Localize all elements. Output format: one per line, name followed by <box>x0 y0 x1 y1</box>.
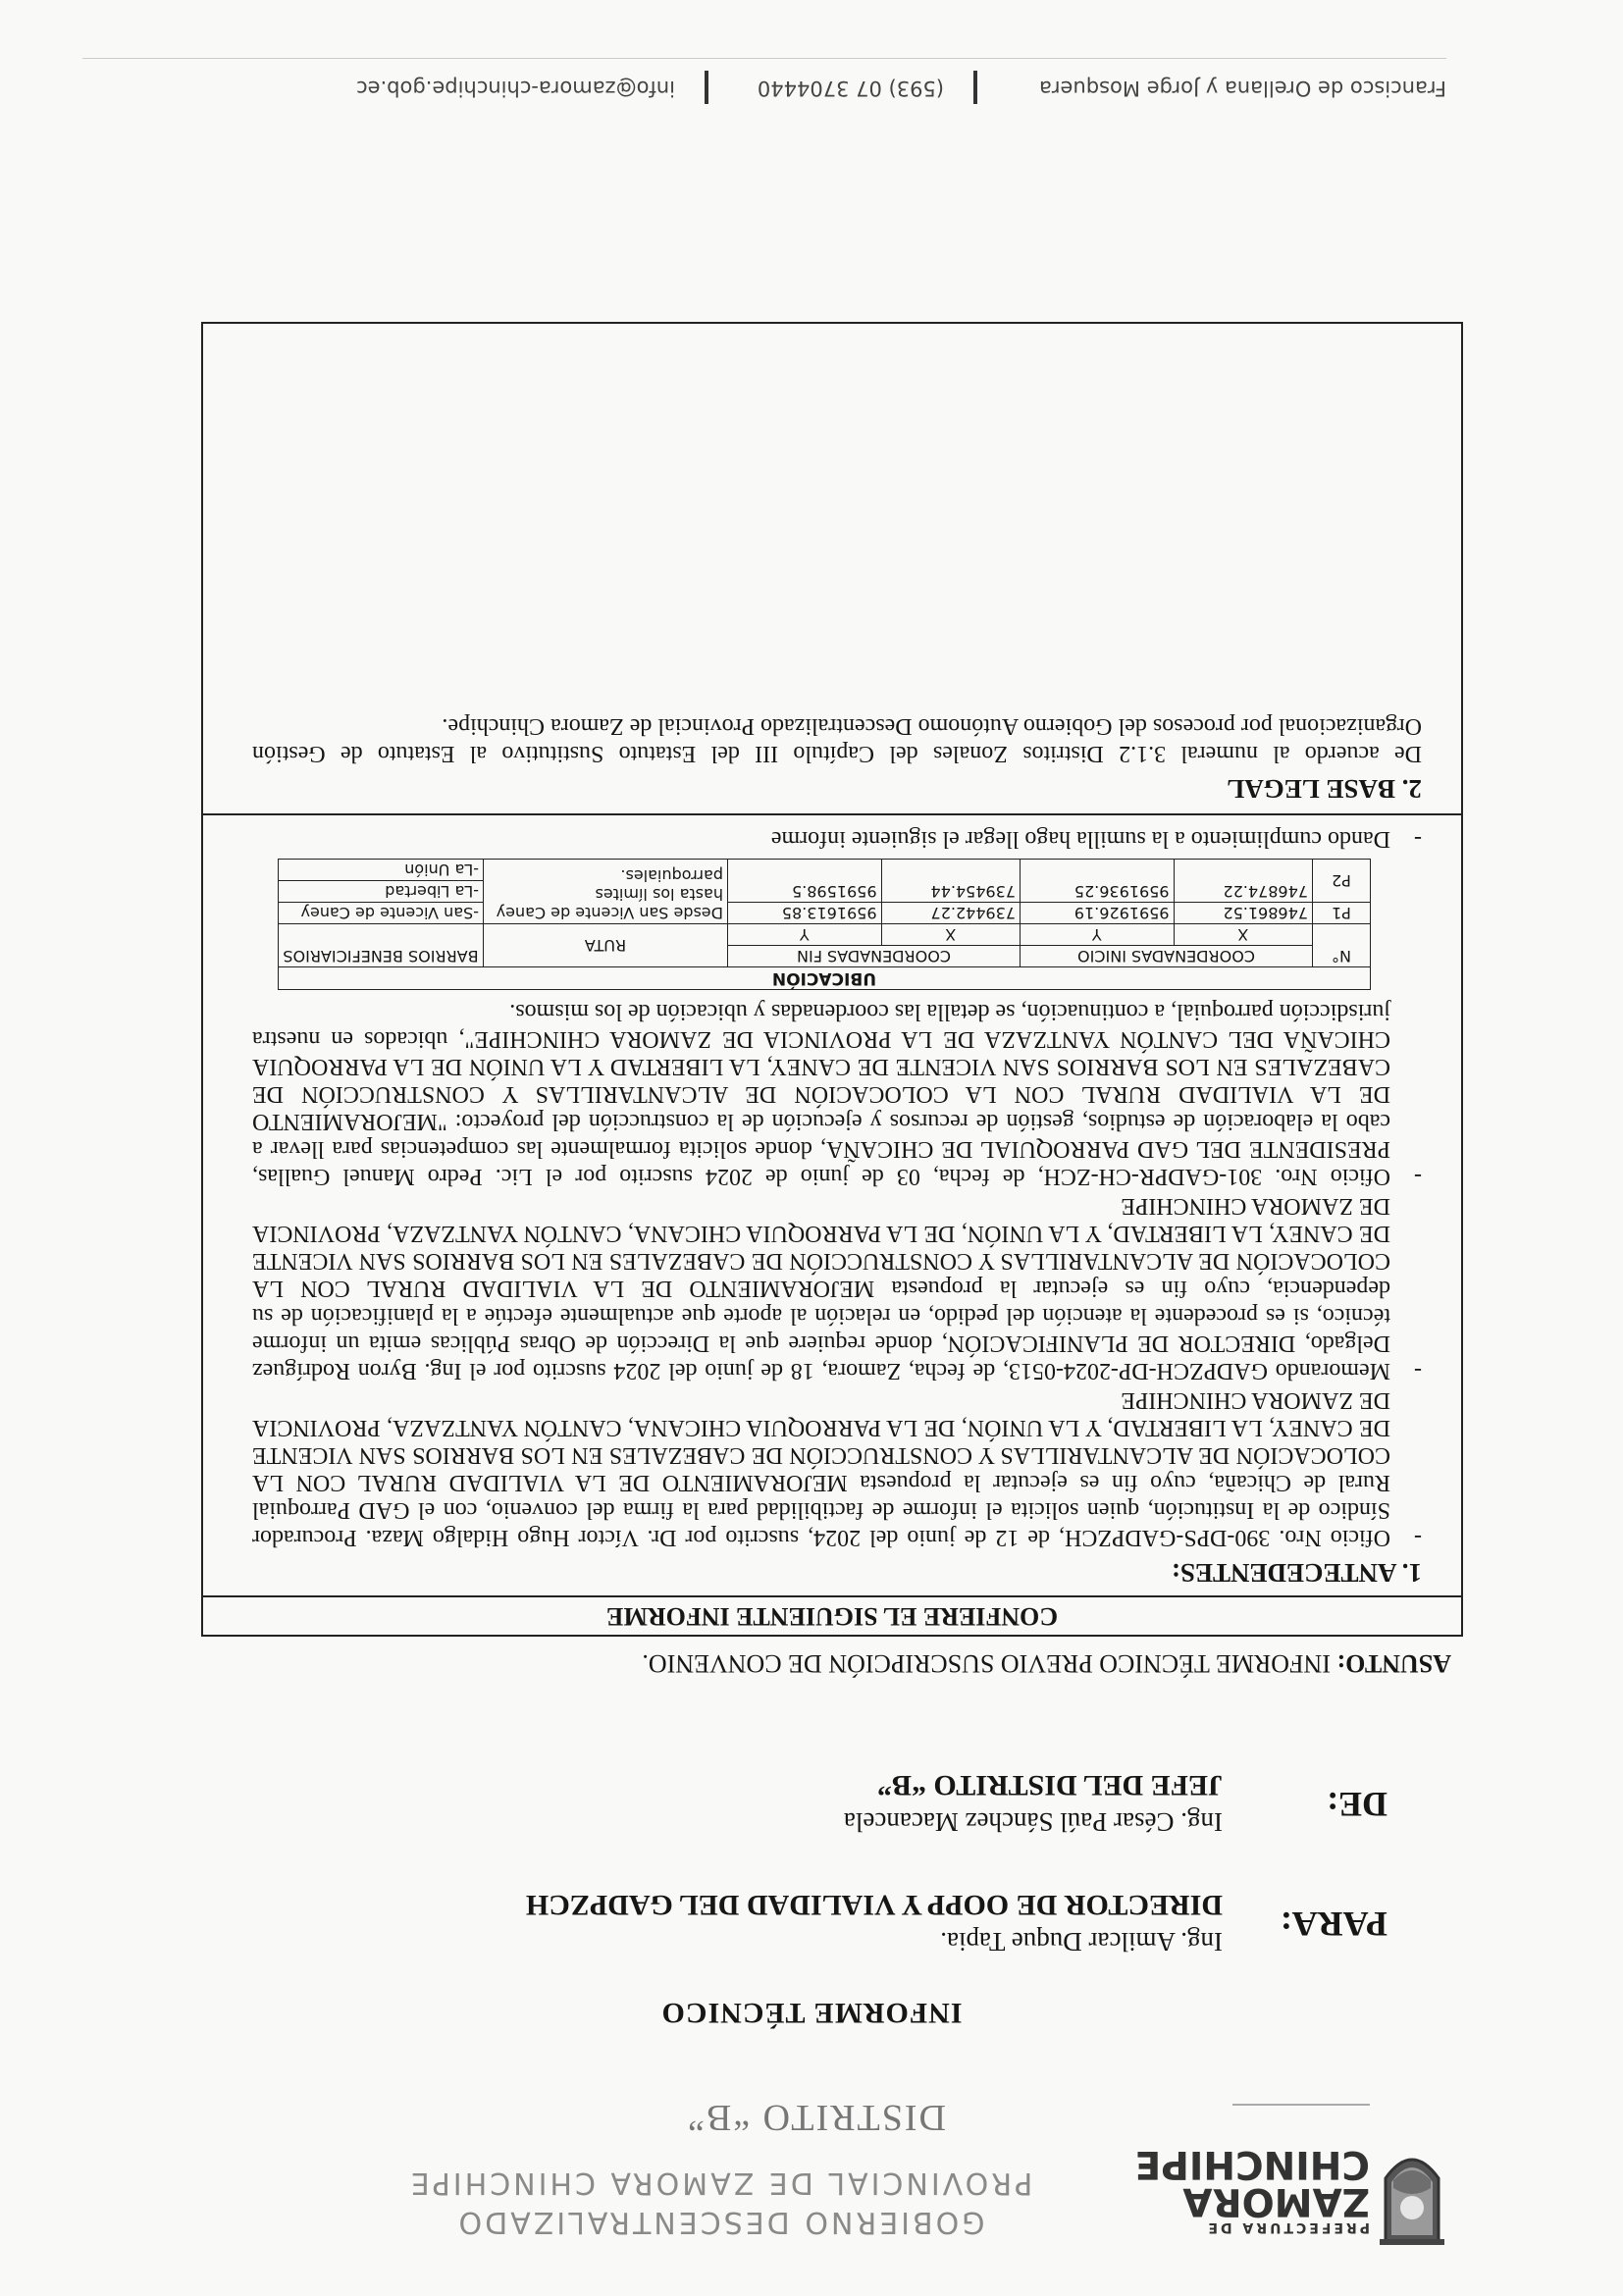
government-name <box>279 2163 1162 2241</box>
letterhead <box>82 2073 1456 2255</box>
coat-of-arms-icon <box>1378 2139 1446 2247</box>
recipient-role: DIRECTOR DE OOPP Y VIALIDAD DEL GADPZCH <box>525 1889 1223 1921</box>
antecedent-4: - Dando cumplimiento a la sumilla hago llegar el siguiente informe <box>252 825 1422 853</box>
col-num: N° <box>1313 924 1371 967</box>
subject-label: ASUNTO: <box>1336 1649 1451 1678</box>
cell-y2: 9591613.85 <box>728 903 882 924</box>
antecedent-3: - Oficio Nro. 301-GADPR-CH-ZCH, de fecha, 03 de junio de 2024 suscrito por el Lic. Pedro Manuel Guallas, PRESIDENTE DEL GAD PARROQUIAL DE CHICAÑA, donde solicita formalmente las competencias para llevar a cabo la elaboración de estudios, gestión de recursos y ejecución de la construcción del proyecto: "MEJORAMIENTO DE LA VIALIDAD RURAL CON LA COLOCACIÓN DE ALCANTARILLAS Y CONSTRUCCIÓN DE CABEZALES EN LOS BARRIOS SAN VICENTE DE CANEY, LA LIBERTAD Y LA UNIÓN DE LA PARROQUIA CHICAÑA DEL CANTÓN YANTZAZA DE LA PROVINCIA DE ZAMORA CHINCHIPE", ubicados en nuestra jurisdicción parroquial, a continuación, se detalla las coordenadas y ubicación de los mismos. <box>252 998 1422 1190</box>
section-1-title: 1. ANTECEDENTES: <box>1171 1558 1422 1588</box>
logo-rule <box>1232 2104 1370 2106</box>
col-fin: COORDENADAS FIN <box>728 946 1021 967</box>
cell-beneficiarios: -La Unión <box>279 860 484 881</box>
footer-address: Francisco de Orellana y Jorge Mosquera <box>1039 77 1446 100</box>
de-label: DE: <box>1327 1785 1387 1824</box>
cell-x2: 739442.27 <box>881 903 1020 924</box>
base-legal-text: De acuerdo al numeral 3.1.2 Distritos Zonales del Capítulo III del Estatuto Sustitutivo al Estatuto de Gestión Organizacional por procesos del Gobierno Autónomo Descentralizado Provincial de Zamora Chinchipe. <box>252 713 1422 766</box>
col-y-fin: Y <box>728 924 882 946</box>
sender-name: Ing. César Paúl Sánchez Macancela <box>843 1807 1223 1837</box>
footer-email: info@zamora-chinchipe.gob.ec <box>356 77 675 100</box>
location-table <box>278 859 1371 990</box>
logo-prefix: PREFECTURA DE <box>1205 2219 1370 2235</box>
document-title: INFORME TÉCNICO <box>660 1997 963 2029</box>
cell-y1: 9591936.25 <box>1021 860 1175 903</box>
subject-line <box>642 1648 1451 1678</box>
district-heading: DISTRITO “B” <box>686 2097 946 2138</box>
cell-x1: 746861.52 <box>1174 903 1312 924</box>
prefectura-logo <box>1134 2073 1456 2255</box>
table-row <box>279 881 1371 903</box>
cell-beneficiarios: -San Vicente de Caney <box>279 903 484 924</box>
report-frame <box>201 322 1463 1637</box>
cell-ruta: Desde San Vicente de Caney hasta los límites parroquiales. <box>484 860 728 924</box>
table-row <box>279 903 1371 924</box>
cell-y2: 9591598.5 <box>728 860 882 903</box>
col-beneficiarios: BARRIOS BENEFICIARIOS <box>279 924 484 967</box>
col-x-fin: X <box>881 924 1020 946</box>
footer-separator <box>973 71 977 104</box>
table-caption: UBICACIÓN <box>279 967 1371 990</box>
para-label: PARA: <box>1280 1905 1387 1944</box>
cell-x2: 739454.44 <box>881 860 1020 903</box>
cell-beneficiarios: -La Libertad <box>279 881 484 903</box>
col-y-inicio: Y <box>1021 924 1175 946</box>
cell-y1: 9591926.19 <box>1021 903 1175 924</box>
section-antecedentes <box>203 813 1461 1595</box>
footer-separator <box>705 71 708 104</box>
col-ruta: RUTA <box>484 924 728 967</box>
logo-line-1: ZAMORA <box>1182 2179 1370 2223</box>
col-x-inicio: X <box>1174 924 1312 946</box>
recipient-name: Ing. Amilcar Duque Tapia. <box>940 1927 1223 1957</box>
antecedent-1: - Oficio Nro. 390-DPS-GADPZCH, de 12 de junio del 2024, suscrito por Dr. Víctor Hugo Hidalgo Maza. Procurador Síndico de la Institución, quien solicita el informe de factibilidad para la firma del convenio, con el GAD Parroquial Rural de Chicaña, cuyo fin es ejecutar la propuesta MEJORAMIENTO DE LA VIALIDAD RURAL CON LA COLOCACIÓN DE ALCANTARILLAS Y CONSTRUCCIÓN DE CABEZALES EN LOS BARRIOS SAN VICENTE DE CANEY, LA LIBERTAD, Y LA UNIÓN, DE LA PARROQUIA CHICANA, CANTÓN YANTZAZA, PROVINCIA DE ZAMORA CHINCHIPE <box>252 1386 1422 1551</box>
gov-line-2: PROVINCIAL DE ZAMORA CHINCHIPE <box>407 2166 1033 2200</box>
antecedent-2: - Memorando GADPZCH-DP-2024-0513, de fecha, Zamora, 18 de junio del 2024 suscrito por el Ing. Byron Rodríguez Delgado, DIRECTOR DE PLANIFICACIÓN, donde requiere que la Dirección de Obras Públicas emita un informe técnico, si es procedente la atención del pedido, en relación al aporte que actualmente efectúe a la planificación de su dependencia, cuyo fin es ejecutar la propuesta MEJORAMIENTO DE LA VIALIDAD RURAL CON LA COLOCACIÓN DE ALCANTARILLAS Y CONSTRUCCIÓN DE CABEZALES EN LOS BARRIOS SAN VICENTE DE CANEY, LA LIBERTAD, Y LA UNIÓN, DE LA PARROQUIA CHICANA, CANTÓN YANTZAZA, PROVINCIA DE ZAMORA CHINCHIPE <box>252 1192 1422 1384</box>
report-heading: CONFIERE EL SIGUIENTE INFORME <box>203 1595 1461 1635</box>
gov-line-1: GOBIERNO DESCENTRALIZADO <box>455 2205 985 2239</box>
col-inicio: COORDENADAS INICIO <box>1021 946 1313 967</box>
footer-phone: (593) 07 3704440 <box>757 77 944 100</box>
cell-num: P1 <box>1313 903 1371 924</box>
cell-x1: 746874.22 <box>1174 860 1312 903</box>
footer-rule <box>82 58 1446 59</box>
cell-num: P2 <box>1313 860 1371 903</box>
section-base-legal <box>203 703 1461 813</box>
sender-role: JEFE DEL DISTRITO “B” <box>876 1769 1223 1801</box>
section-2-title: 2. BASE LEGAL <box>1227 774 1422 804</box>
subject-text: INFORME TÉCNICO PREVIO SUSCRIPCIÓN DE CONVENIO. <box>642 1649 1331 1678</box>
logo-line-2: CHINCHIPE <box>1134 2142 1370 2186</box>
